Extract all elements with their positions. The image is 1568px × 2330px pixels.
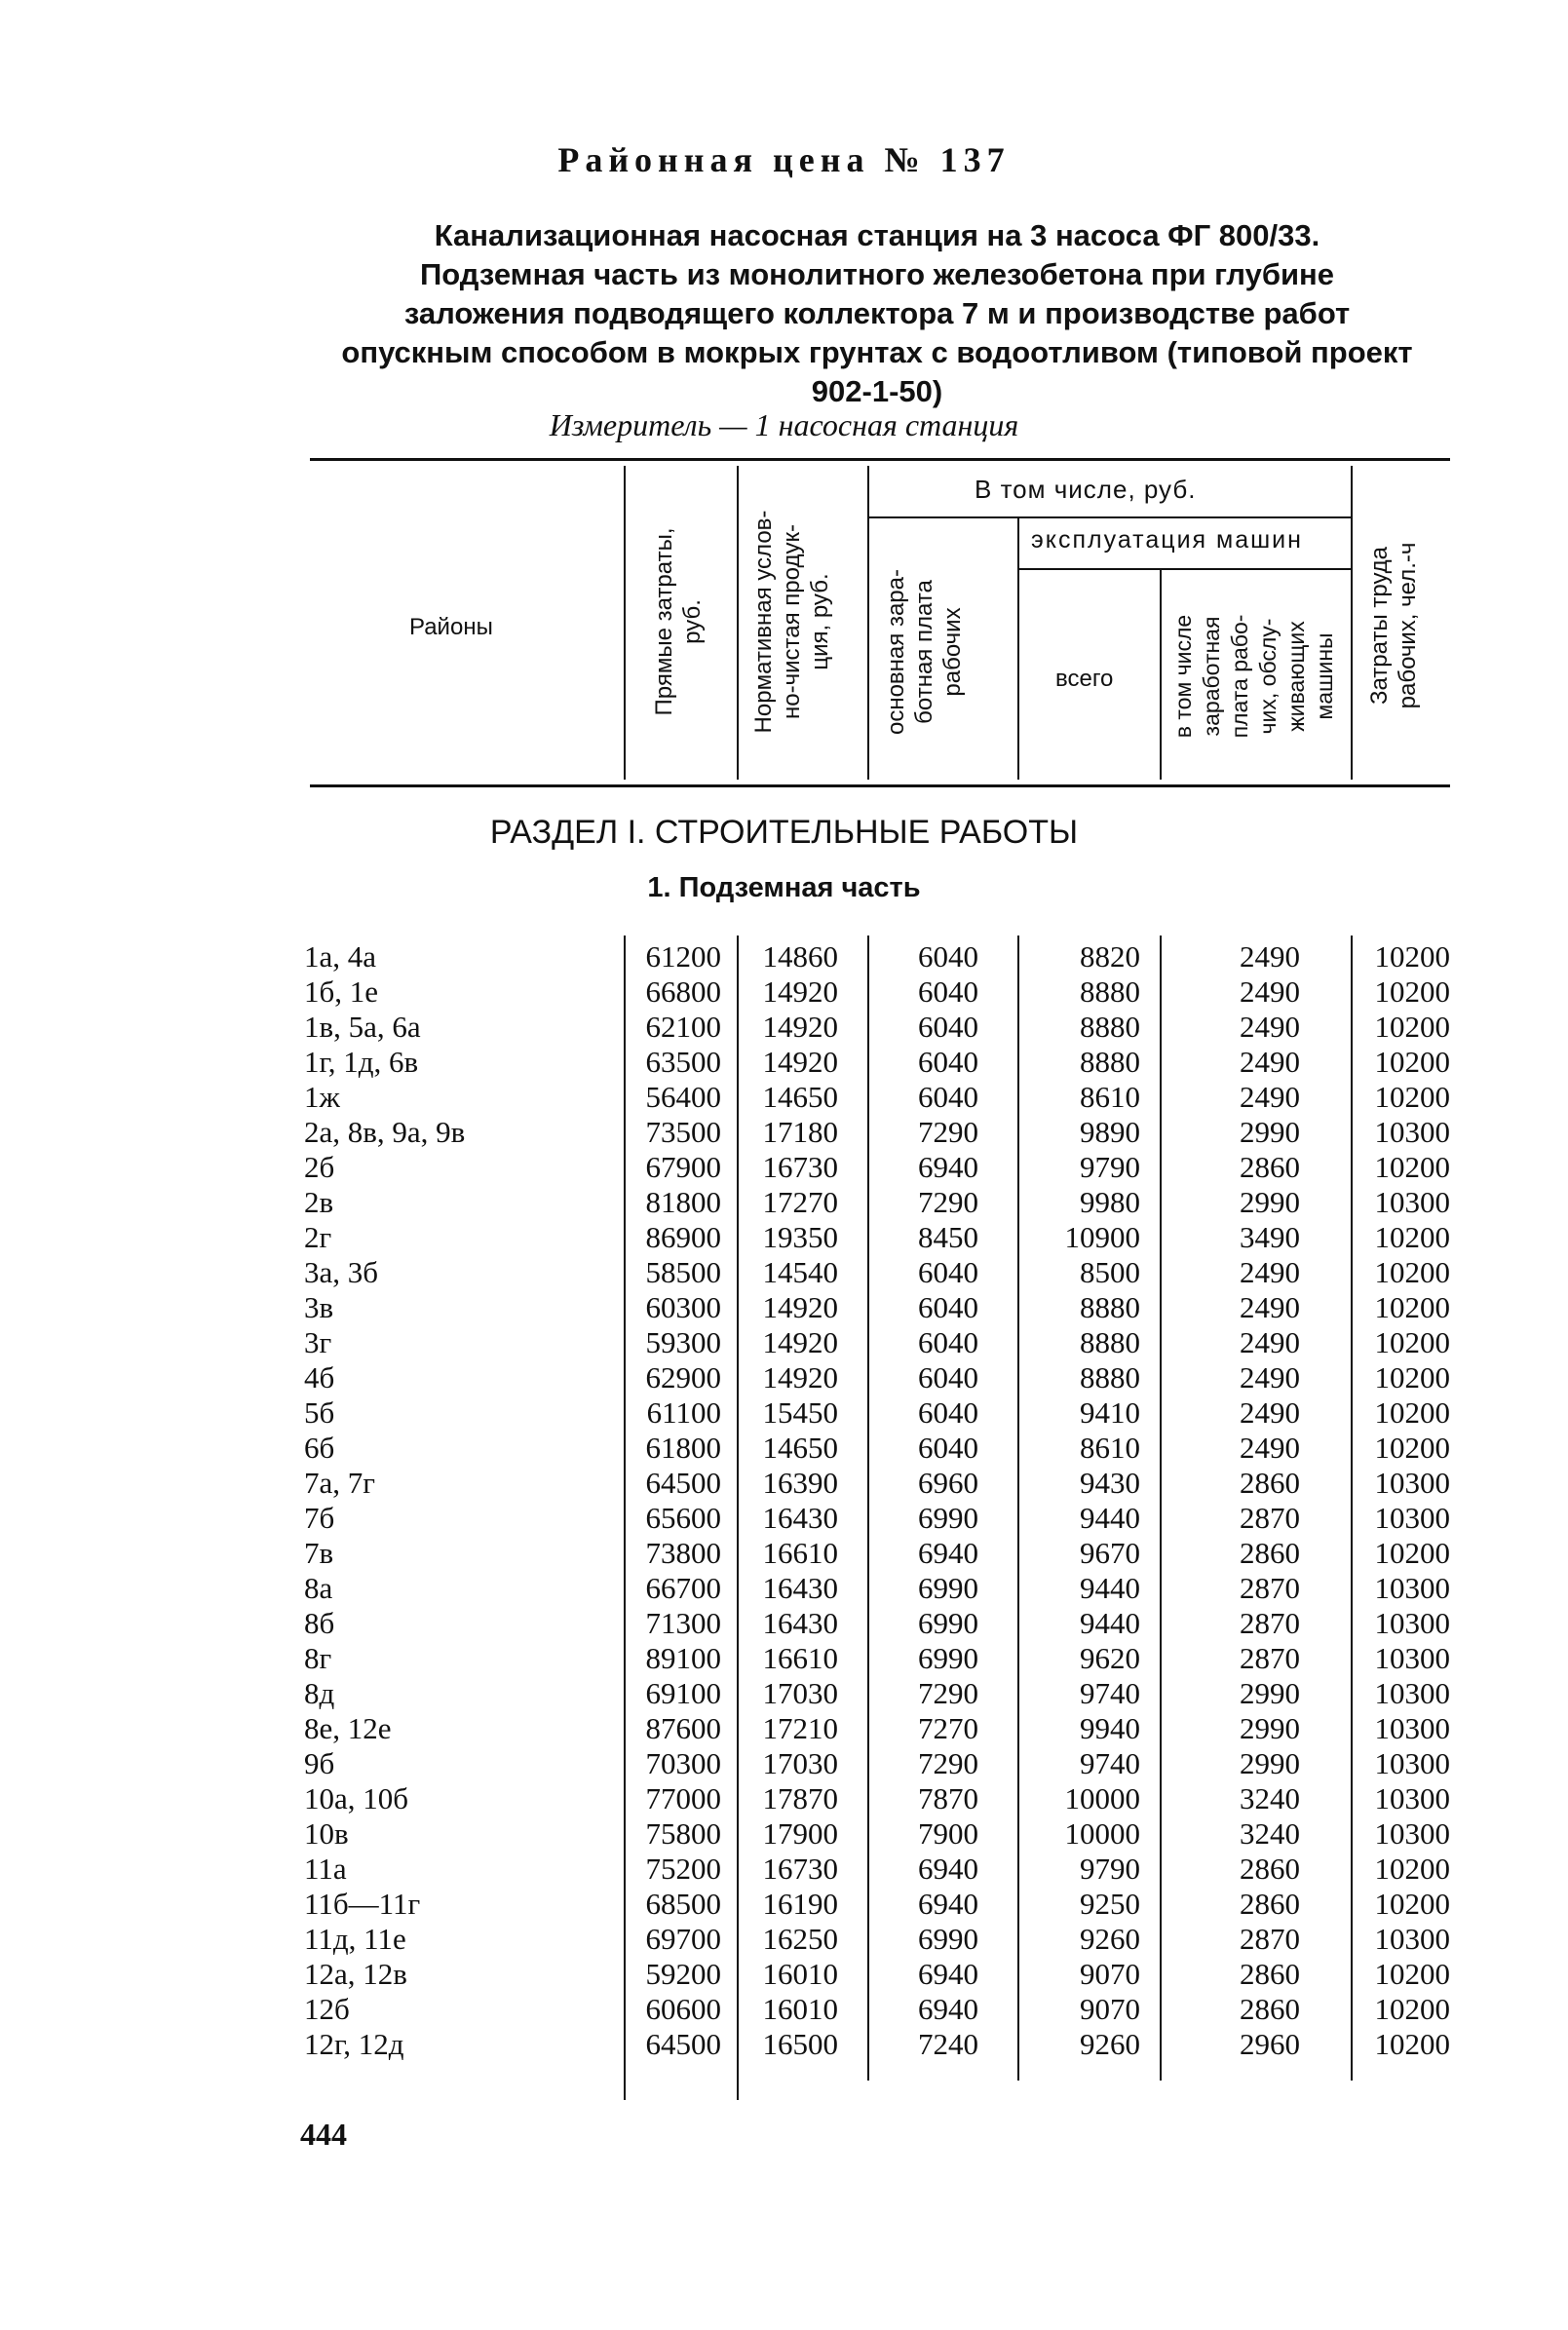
value-cell: 64500 bbox=[645, 2027, 721, 2061]
value-cell: 8880 bbox=[1080, 1010, 1140, 1044]
value-cell: 58500 bbox=[645, 1255, 721, 1289]
value-cell: 10300 bbox=[1374, 1641, 1450, 1675]
value-cell: 60300 bbox=[645, 1290, 721, 1324]
value-cell: 9670 bbox=[1080, 1536, 1140, 1570]
region-cell: 2б bbox=[304, 1150, 335, 1184]
header-divider bbox=[1160, 570, 1162, 780]
value-cell: 6990 bbox=[918, 1501, 978, 1535]
value-cell: 15450 bbox=[762, 1395, 838, 1430]
value-cell: 6990 bbox=[918, 1606, 978, 1640]
header-labor-costs: Затраты труда рабочих, чел.-ч bbox=[1366, 542, 1421, 709]
value-cell: 8610 bbox=[1080, 1080, 1140, 1114]
value-cell: 10200 bbox=[1374, 2027, 1450, 2061]
region-cell: 1б, 1е bbox=[304, 974, 379, 1009]
value-cell: 10200 bbox=[1374, 1992, 1450, 2026]
header-divider bbox=[867, 466, 869, 780]
value-cell: 2960 bbox=[1240, 2027, 1300, 2061]
value-cell: 16390 bbox=[762, 1466, 838, 1500]
value-cell: 10300 bbox=[1374, 1466, 1450, 1500]
value-cell: 2490 bbox=[1240, 974, 1300, 1009]
value-cell: 17270 bbox=[762, 1185, 838, 1219]
data-table-body bbox=[0, 939, 1568, 2062]
value-cell: 61200 bbox=[645, 939, 721, 974]
region-cell: 7б bbox=[304, 1501, 335, 1535]
region-cell: 8г bbox=[304, 1641, 332, 1675]
header-normative-output: Нормативная услов- но-чистая продук- ция, руб. bbox=[750, 510, 833, 734]
value-cell: 14860 bbox=[762, 939, 838, 974]
value-cell: 75800 bbox=[645, 1816, 721, 1851]
table-row bbox=[0, 1080, 1568, 1115]
value-cell: 56400 bbox=[645, 1080, 721, 1114]
value-cell: 14920 bbox=[762, 1010, 838, 1044]
value-cell: 77000 bbox=[645, 1781, 721, 1815]
value-cell: 6040 bbox=[918, 939, 978, 974]
value-cell: 10200 bbox=[1374, 1887, 1450, 1921]
value-cell: 61100 bbox=[646, 1395, 721, 1430]
value-cell: 14920 bbox=[762, 974, 838, 1009]
header-including-group: В том числе, руб. bbox=[975, 475, 1197, 504]
region-cell: 2г bbox=[304, 1220, 332, 1254]
value-cell: 69700 bbox=[645, 1922, 721, 1956]
value-cell: 7290 bbox=[918, 1185, 978, 1219]
value-cell: 16730 bbox=[762, 1852, 838, 1886]
value-cell: 6940 bbox=[918, 1150, 978, 1184]
value-cell: 9940 bbox=[1080, 1711, 1140, 1745]
value-cell: 14920 bbox=[762, 1360, 838, 1394]
region-cell: 4б bbox=[304, 1360, 335, 1394]
value-cell: 2860 bbox=[1240, 1466, 1300, 1500]
subtitle-line: опускным способом в мокрых грунтах с водоотливом (типовой проект bbox=[341, 335, 1413, 369]
header-base-wages: основная зара- ботная плата рабочих bbox=[883, 569, 966, 736]
value-cell: 59300 bbox=[645, 1325, 721, 1359]
value-cell: 16430 bbox=[762, 1501, 838, 1535]
table-row bbox=[0, 1746, 1568, 1781]
value-cell: 6040 bbox=[918, 1010, 978, 1044]
value-cell: 10200 bbox=[1374, 1957, 1450, 1991]
value-cell: 9070 bbox=[1080, 1992, 1140, 2026]
region-cell: 10в bbox=[304, 1816, 349, 1851]
table-row bbox=[0, 1957, 1568, 1992]
page-number: 444 bbox=[300, 2117, 347, 2152]
table-row bbox=[0, 1431, 1568, 1466]
region-cell: 8е, 12е bbox=[304, 1711, 392, 1745]
value-cell: 6040 bbox=[918, 1431, 978, 1465]
value-cell: 2990 bbox=[1240, 1746, 1300, 1780]
value-cell: 71300 bbox=[645, 1606, 721, 1640]
value-cell: 10200 bbox=[1374, 1150, 1450, 1184]
value-cell: 3240 bbox=[1240, 1816, 1300, 1851]
value-cell: 17210 bbox=[762, 1711, 838, 1745]
value-cell: 2860 bbox=[1240, 1150, 1300, 1184]
region-cell: 1в, 5а, 6а bbox=[304, 1010, 421, 1044]
value-cell: 10900 bbox=[1064, 1220, 1140, 1254]
region-cell: 12г, 12д bbox=[304, 2027, 404, 2061]
value-cell: 81800 bbox=[645, 1185, 721, 1219]
value-cell: 6040 bbox=[918, 1255, 978, 1289]
value-cell: 9790 bbox=[1080, 1852, 1140, 1886]
value-cell: 16190 bbox=[762, 1887, 838, 1921]
value-cell: 9260 bbox=[1080, 2027, 1140, 2061]
value-cell: 10000 bbox=[1064, 1781, 1140, 1815]
region-cell: 10а, 10б bbox=[304, 1781, 409, 1815]
value-cell: 2870 bbox=[1240, 1641, 1300, 1675]
value-cell: 8880 bbox=[1080, 974, 1140, 1009]
value-cell: 7900 bbox=[918, 1816, 978, 1851]
value-cell: 10300 bbox=[1374, 1781, 1450, 1815]
subtitle-line: Канализационная насосная станция на 3 насоса ФГ 800/33. bbox=[434, 218, 1320, 252]
header-total: всего bbox=[1055, 666, 1114, 692]
value-cell: 10200 bbox=[1374, 1325, 1450, 1359]
table-row bbox=[0, 1781, 1568, 1816]
value-cell: 6940 bbox=[918, 1887, 978, 1921]
value-cell: 2990 bbox=[1240, 1676, 1300, 1710]
region-cell: 2в bbox=[304, 1185, 334, 1219]
region-cell: 9б bbox=[304, 1746, 335, 1780]
value-cell: 10000 bbox=[1064, 1816, 1140, 1851]
value-cell: 2490 bbox=[1240, 1045, 1300, 1079]
value-cell: 9440 bbox=[1080, 1606, 1140, 1640]
header-direct-costs: Прямые затраты, руб. bbox=[651, 527, 706, 716]
value-cell: 6990 bbox=[918, 1571, 978, 1605]
value-cell: 61800 bbox=[645, 1431, 721, 1465]
value-cell: 6940 bbox=[918, 1536, 978, 1570]
value-cell: 70300 bbox=[645, 1746, 721, 1780]
value-cell: 60600 bbox=[645, 1992, 721, 2026]
region-cell: 3г bbox=[304, 1325, 332, 1359]
value-cell: 9430 bbox=[1080, 1466, 1140, 1500]
value-cell: 16430 bbox=[762, 1571, 838, 1605]
region-cell: 1ж bbox=[304, 1080, 340, 1114]
table-row bbox=[0, 1816, 1568, 1852]
value-cell: 2860 bbox=[1240, 1887, 1300, 1921]
region-cell: 3в bbox=[304, 1290, 334, 1324]
value-cell: 17180 bbox=[762, 1115, 838, 1149]
value-cell: 2870 bbox=[1240, 1606, 1300, 1640]
value-cell: 14920 bbox=[762, 1290, 838, 1324]
region-cell: 11а bbox=[304, 1852, 347, 1886]
region-cell: 7а, 7г bbox=[304, 1466, 375, 1500]
page-title: Районная цена № 137 bbox=[557, 140, 1011, 179]
value-cell: 2860 bbox=[1240, 1957, 1300, 1991]
region-cell: 12а, 12в bbox=[304, 1957, 407, 1991]
value-cell: 9070 bbox=[1080, 1957, 1140, 1991]
table-row bbox=[0, 1220, 1568, 1255]
value-cell: 6940 bbox=[918, 1992, 978, 2026]
value-cell: 9260 bbox=[1080, 1922, 1140, 1956]
value-cell: 10200 bbox=[1374, 974, 1450, 1009]
value-cell: 10200 bbox=[1374, 1220, 1450, 1254]
value-cell: 2490 bbox=[1240, 1395, 1300, 1430]
table-row bbox=[0, 1255, 1568, 1290]
subsection-title: 1. Подземная часть bbox=[647, 872, 921, 903]
value-cell: 2490 bbox=[1240, 939, 1300, 974]
value-cell: 10200 bbox=[1374, 1255, 1450, 1289]
value-cell: 16010 bbox=[762, 1992, 838, 2026]
region-cell: 11д, 11е bbox=[304, 1922, 406, 1956]
value-cell: 9250 bbox=[1080, 1887, 1140, 1921]
value-cell: 16730 bbox=[762, 1150, 838, 1184]
region-cell: 2а, 8в, 9а, 9в bbox=[304, 1115, 466, 1149]
value-cell: 2990 bbox=[1240, 1711, 1300, 1745]
value-cell: 9440 bbox=[1080, 1571, 1140, 1605]
value-cell: 2860 bbox=[1240, 1536, 1300, 1570]
region-cell: 1а, 4а bbox=[304, 939, 377, 974]
table-row bbox=[0, 1501, 1568, 1536]
subtitle-line: Подземная часть из монолитного железобетона при глубине bbox=[419, 257, 1335, 291]
table-row bbox=[0, 1922, 1568, 1957]
value-cell: 3490 bbox=[1240, 1220, 1300, 1254]
value-cell: 2860 bbox=[1240, 1992, 1300, 2026]
value-cell: 16010 bbox=[762, 1957, 838, 1991]
table-row bbox=[0, 1711, 1568, 1746]
table-row bbox=[0, 1115, 1568, 1150]
value-cell: 6990 bbox=[918, 1641, 978, 1675]
value-cell: 62100 bbox=[645, 1010, 721, 1044]
value-cell: 10300 bbox=[1374, 1711, 1450, 1745]
region-cell: 8д bbox=[304, 1676, 335, 1710]
region-cell: 12б bbox=[304, 1992, 350, 2026]
value-cell: 10200 bbox=[1374, 1290, 1450, 1324]
value-cell: 75200 bbox=[645, 1852, 721, 1886]
subtitle-line: заложения подводящего коллектора 7 м и производстве работ bbox=[403, 296, 1351, 330]
value-cell: 69100 bbox=[645, 1676, 721, 1710]
section-title: РАЗДЕЛ I. СТРОИТЕЛЬНЫЕ РАБОТЫ bbox=[489, 814, 1079, 851]
table-row bbox=[0, 1325, 1568, 1360]
header-divider bbox=[1017, 518, 1019, 780]
measure-unit: Измеритель — 1 насосная станция bbox=[549, 407, 1019, 442]
value-cell: 10300 bbox=[1374, 1676, 1450, 1710]
value-cell: 66800 bbox=[645, 974, 721, 1009]
value-cell: 2990 bbox=[1240, 1115, 1300, 1149]
value-cell: 8880 bbox=[1080, 1045, 1140, 1079]
value-cell: 7290 bbox=[918, 1115, 978, 1149]
value-cell: 66700 bbox=[645, 1571, 721, 1605]
region-cell: 8а bbox=[304, 1571, 333, 1605]
table-row bbox=[0, 974, 1568, 1010]
value-cell: 2490 bbox=[1240, 1255, 1300, 1289]
table-row bbox=[0, 939, 1568, 974]
value-cell: 2490 bbox=[1240, 1290, 1300, 1324]
table-row bbox=[0, 1010, 1568, 1045]
region-cell: 1г, 1д, 6в bbox=[304, 1045, 419, 1079]
value-cell: 64500 bbox=[645, 1466, 721, 1500]
value-cell: 86900 bbox=[645, 1220, 721, 1254]
value-cell: 6040 bbox=[918, 1360, 978, 1394]
value-cell: 8880 bbox=[1080, 1325, 1140, 1359]
value-cell: 8820 bbox=[1080, 939, 1140, 974]
value-cell: 10300 bbox=[1374, 1606, 1450, 1640]
value-cell: 6040 bbox=[918, 974, 978, 1009]
value-cell: 16610 bbox=[762, 1641, 838, 1675]
header-divider bbox=[1351, 466, 1353, 780]
table-row bbox=[0, 1606, 1568, 1641]
value-cell: 9410 bbox=[1080, 1395, 1140, 1430]
value-cell: 10200 bbox=[1374, 1431, 1450, 1465]
value-cell: 2860 bbox=[1240, 1852, 1300, 1886]
table-row bbox=[0, 1887, 1568, 1922]
value-cell: 17870 bbox=[762, 1781, 838, 1815]
value-cell: 65600 bbox=[645, 1501, 721, 1535]
value-cell: 14650 bbox=[762, 1080, 838, 1114]
value-cell: 7290 bbox=[918, 1676, 978, 1710]
value-cell: 6040 bbox=[918, 1080, 978, 1114]
value-cell: 7270 bbox=[918, 1711, 978, 1745]
value-cell: 73800 bbox=[645, 1536, 721, 1570]
value-cell: 2490 bbox=[1240, 1010, 1300, 1044]
value-cell: 10300 bbox=[1374, 1746, 1450, 1780]
value-cell: 7240 bbox=[918, 2027, 978, 2061]
value-cell: 6940 bbox=[918, 1957, 978, 1991]
header-regions: Районы bbox=[409, 614, 493, 640]
value-cell: 2870 bbox=[1240, 1571, 1300, 1605]
value-cell: 10200 bbox=[1374, 939, 1450, 974]
header-divider bbox=[624, 466, 626, 780]
value-cell: 16250 bbox=[762, 1922, 838, 1956]
value-cell: 2990 bbox=[1240, 1185, 1300, 1219]
value-cell: 6990 bbox=[918, 1922, 978, 1956]
value-cell: 6940 bbox=[918, 1852, 978, 1886]
value-cell: 14540 bbox=[762, 1255, 838, 1289]
header-divider bbox=[737, 466, 739, 780]
value-cell: 8610 bbox=[1080, 1431, 1140, 1465]
table-row bbox=[0, 1992, 1568, 2027]
region-cell: 11б—11г bbox=[304, 1887, 421, 1921]
table-row bbox=[0, 1676, 1568, 1711]
value-cell: 87600 bbox=[645, 1711, 721, 1745]
value-cell: 17030 bbox=[762, 1676, 838, 1710]
value-cell: 62900 bbox=[645, 1360, 721, 1394]
value-cell: 16430 bbox=[762, 1606, 838, 1640]
value-cell: 9890 bbox=[1080, 1115, 1140, 1149]
region-cell: 3а, 3б bbox=[304, 1255, 379, 1289]
value-cell: 10200 bbox=[1374, 1536, 1450, 1570]
value-cell: 16610 bbox=[762, 1536, 838, 1570]
value-cell: 7870 bbox=[918, 1781, 978, 1815]
value-cell: 10300 bbox=[1374, 1115, 1450, 1149]
value-cell: 14920 bbox=[762, 1045, 838, 1079]
value-cell: 68500 bbox=[645, 1887, 721, 1921]
subtitle-line: 902-1-50) bbox=[811, 374, 943, 408]
value-cell: 6040 bbox=[918, 1395, 978, 1430]
table-row bbox=[0, 1536, 1568, 1571]
table-row bbox=[0, 1852, 1568, 1887]
table-row bbox=[0, 1466, 1568, 1501]
region-cell: 5б bbox=[304, 1395, 335, 1430]
value-cell: 9790 bbox=[1080, 1150, 1140, 1184]
value-cell: 16500 bbox=[762, 2027, 838, 2061]
value-cell: 17030 bbox=[762, 1746, 838, 1780]
value-cell: 10300 bbox=[1374, 1922, 1450, 1956]
region-cell: 8б bbox=[304, 1606, 335, 1640]
value-cell: 3240 bbox=[1240, 1781, 1300, 1815]
value-cell: 6040 bbox=[918, 1045, 978, 1079]
value-cell: 6960 bbox=[918, 1466, 978, 1500]
value-cell: 2870 bbox=[1240, 1922, 1300, 1956]
value-cell: 14650 bbox=[762, 1431, 838, 1465]
value-cell: 9980 bbox=[1080, 1185, 1140, 1219]
value-cell: 10300 bbox=[1374, 1501, 1450, 1535]
value-cell: 14920 bbox=[762, 1325, 838, 1359]
value-cell: 10300 bbox=[1374, 1571, 1450, 1605]
value-cell: 10200 bbox=[1374, 1010, 1450, 1044]
value-cell: 89100 bbox=[645, 1641, 721, 1675]
value-cell: 10200 bbox=[1374, 1852, 1450, 1886]
table-row bbox=[0, 2027, 1568, 2062]
table-row bbox=[0, 1290, 1568, 1325]
header-bottom-rule bbox=[310, 784, 1450, 787]
table-row bbox=[0, 1045, 1568, 1080]
header-machine-wages: в том числе заработная плата рабо- чих, обслу- живающих машины bbox=[1170, 614, 1337, 739]
table-row bbox=[0, 1395, 1568, 1431]
table-row bbox=[0, 1360, 1568, 1395]
table-row bbox=[0, 1571, 1568, 1606]
value-cell: 7290 bbox=[918, 1746, 978, 1780]
value-cell: 59200 bbox=[645, 1957, 721, 1991]
table-row bbox=[0, 1185, 1568, 1220]
value-cell: 8500 bbox=[1080, 1255, 1140, 1289]
value-cell: 2490 bbox=[1240, 1431, 1300, 1465]
value-cell: 2490 bbox=[1240, 1080, 1300, 1114]
value-cell: 6040 bbox=[918, 1290, 978, 1324]
header-top-rule bbox=[310, 458, 1450, 461]
value-cell: 9440 bbox=[1080, 1501, 1140, 1535]
header-machines-group: эксплуатация машин bbox=[1031, 526, 1303, 554]
value-cell: 8450 bbox=[918, 1220, 978, 1254]
table-row bbox=[0, 1150, 1568, 1185]
value-cell: 67900 bbox=[645, 1150, 721, 1184]
value-cell: 17900 bbox=[762, 1816, 838, 1851]
value-cell: 10300 bbox=[1374, 1816, 1450, 1851]
value-cell: 8880 bbox=[1080, 1360, 1140, 1394]
value-cell: 10300 bbox=[1374, 1185, 1450, 1219]
value-cell: 2490 bbox=[1240, 1360, 1300, 1394]
region-cell: 7в bbox=[304, 1536, 334, 1570]
value-cell: 10200 bbox=[1374, 1360, 1450, 1394]
value-cell: 10200 bbox=[1374, 1045, 1450, 1079]
value-cell: 9620 bbox=[1080, 1641, 1140, 1675]
value-cell: 73500 bbox=[645, 1115, 721, 1149]
value-cell: 2490 bbox=[1240, 1325, 1300, 1359]
value-cell: 8880 bbox=[1080, 1290, 1140, 1324]
region-cell: 6б bbox=[304, 1431, 335, 1465]
value-cell: 9740 bbox=[1080, 1676, 1140, 1710]
value-cell: 10200 bbox=[1374, 1395, 1450, 1430]
table-row bbox=[0, 1641, 1568, 1676]
value-cell: 2870 bbox=[1240, 1501, 1300, 1535]
value-cell: 10200 bbox=[1374, 1080, 1450, 1114]
header-group-rule bbox=[867, 516, 1351, 518]
document-subtitle bbox=[292, 216, 1462, 411]
value-cell: 19350 bbox=[762, 1220, 838, 1254]
value-cell: 6040 bbox=[918, 1325, 978, 1359]
header-group-rule bbox=[1017, 568, 1351, 570]
value-cell: 9740 bbox=[1080, 1746, 1140, 1780]
value-cell: 63500 bbox=[645, 1045, 721, 1079]
